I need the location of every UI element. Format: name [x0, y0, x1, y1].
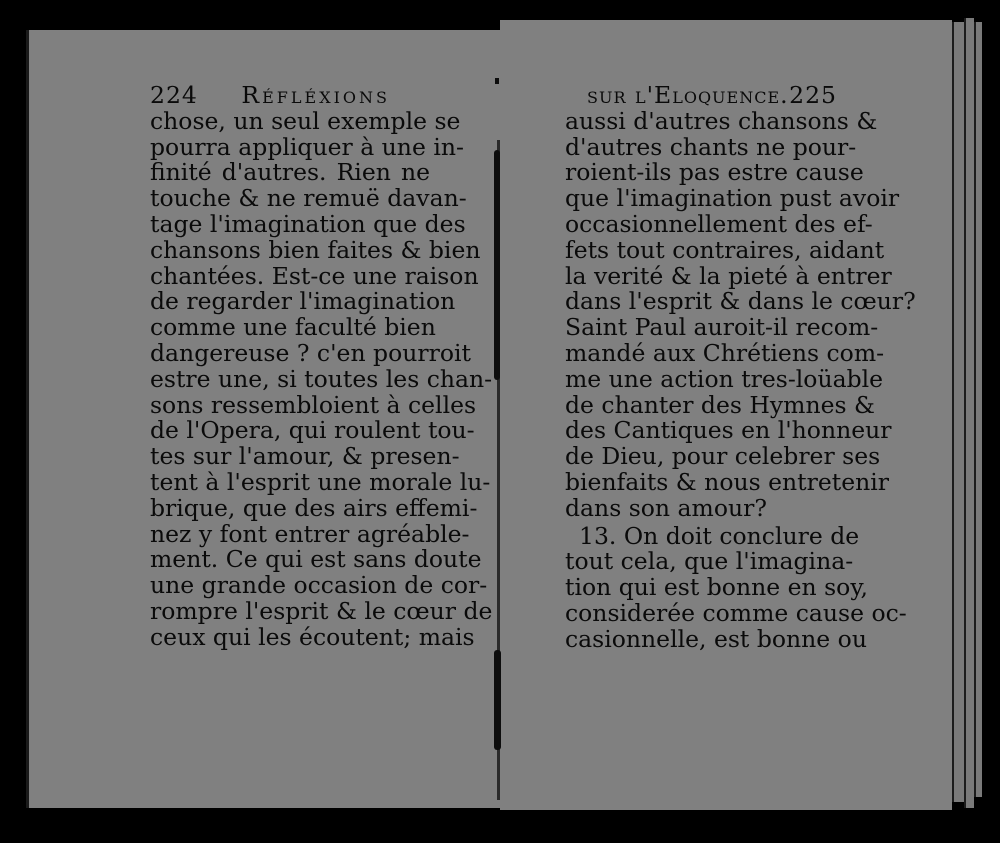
text-line: occasionnellement des ef- [565, 209, 873, 238]
text-line: comme une faculté bien [150, 313, 436, 342]
left-page-header [150, 83, 430, 109]
text-line: fets tout contraires, aidant [565, 235, 885, 264]
text-line: tent à l'esprit une morale lu- [150, 467, 491, 496]
text-line: la verité & la pieté à entrer [565, 261, 892, 290]
text-line: finité d'autres. Rien ne [150, 158, 430, 187]
text-line: de Dieu, pour celebrer ses [565, 442, 881, 471]
running-head: sur l'Eloquence. [587, 81, 789, 109]
text-line: bienfaits & nous entretenir [565, 467, 889, 496]
text-line: rompre l'esprit & le cœur de [150, 596, 493, 625]
text-line: de regarder l'imagination [150, 287, 456, 316]
text-line: que l'imagination pust avoir [565, 184, 900, 213]
text-line: tion qui est bonne en soy, [565, 573, 868, 602]
page-edge [964, 18, 974, 808]
text-line: des Cantiques en l'honneur [565, 416, 892, 445]
text-line: sons ressembloient à celles [150, 390, 477, 419]
page-edge [974, 22, 982, 797]
text-line: tage l'imagination que des [150, 209, 466, 238]
running-head: Réfléxions [241, 81, 390, 109]
text-line: de l'Opera, qui roulent tou- [150, 416, 475, 445]
text-line: une grande occasion de cor- [150, 571, 488, 600]
right-page-text [565, 81, 916, 653]
text-line: chose, un seul exemple se [150, 106, 461, 135]
text-line: ceux qui les écoutent; mais [150, 622, 475, 651]
text-line: touche & ne remuë davan- [150, 184, 467, 213]
text-line: roient-ils pas estre cause [565, 158, 864, 187]
gutter-mark [495, 78, 499, 84]
text-line: nez y font entrer agréable- [150, 519, 470, 548]
text-line: Saint Paul auroit-il recom- [565, 313, 879, 342]
left-page-text [150, 81, 493, 651]
text-line: ment. Ce qui est sans doute [150, 545, 482, 574]
text-line: chansons bien faites & bien [150, 235, 481, 264]
text-line: me une action tres-loüable [565, 364, 884, 393]
text-line: dans son amour? [565, 493, 767, 522]
text-line: 13. On doit conclure de [579, 521, 860, 550]
text-line: casionnelle, est bonne ou [565, 624, 867, 653]
text-line: tout cela, que l'imagina- [565, 547, 854, 576]
text-line: brique, que des airs effemi- [150, 493, 478, 522]
text-line: de chanter des Hymnes & [565, 390, 875, 419]
text-line: pourra appliquer à une in- [150, 132, 464, 161]
gutter-binding-thread [494, 150, 500, 380]
gutter-binding-thread [494, 650, 501, 750]
text-line: mandé aux Chrétiens com- [565, 338, 885, 367]
text-line: aussi d'autres chansons & [565, 106, 878, 135]
text-line: d'autres chants ne pour- [565, 132, 857, 161]
text-line: tes sur l'amour, & presen- [150, 442, 460, 471]
right-page-header [565, 83, 837, 109]
page-number: 224 [150, 81, 198, 109]
text-line: dangereuse ? c'en pourroit [150, 338, 471, 367]
page-edge [952, 22, 964, 802]
page-number: 225 [789, 81, 837, 109]
text-line: considerée comme cause oc- [565, 598, 907, 627]
text-line: estre une, si toutes les chan- [150, 364, 493, 393]
text-line: dans l'esprit & dans le cœur? [565, 287, 916, 316]
text-line: chantées. Est-ce une raison [150, 261, 479, 290]
